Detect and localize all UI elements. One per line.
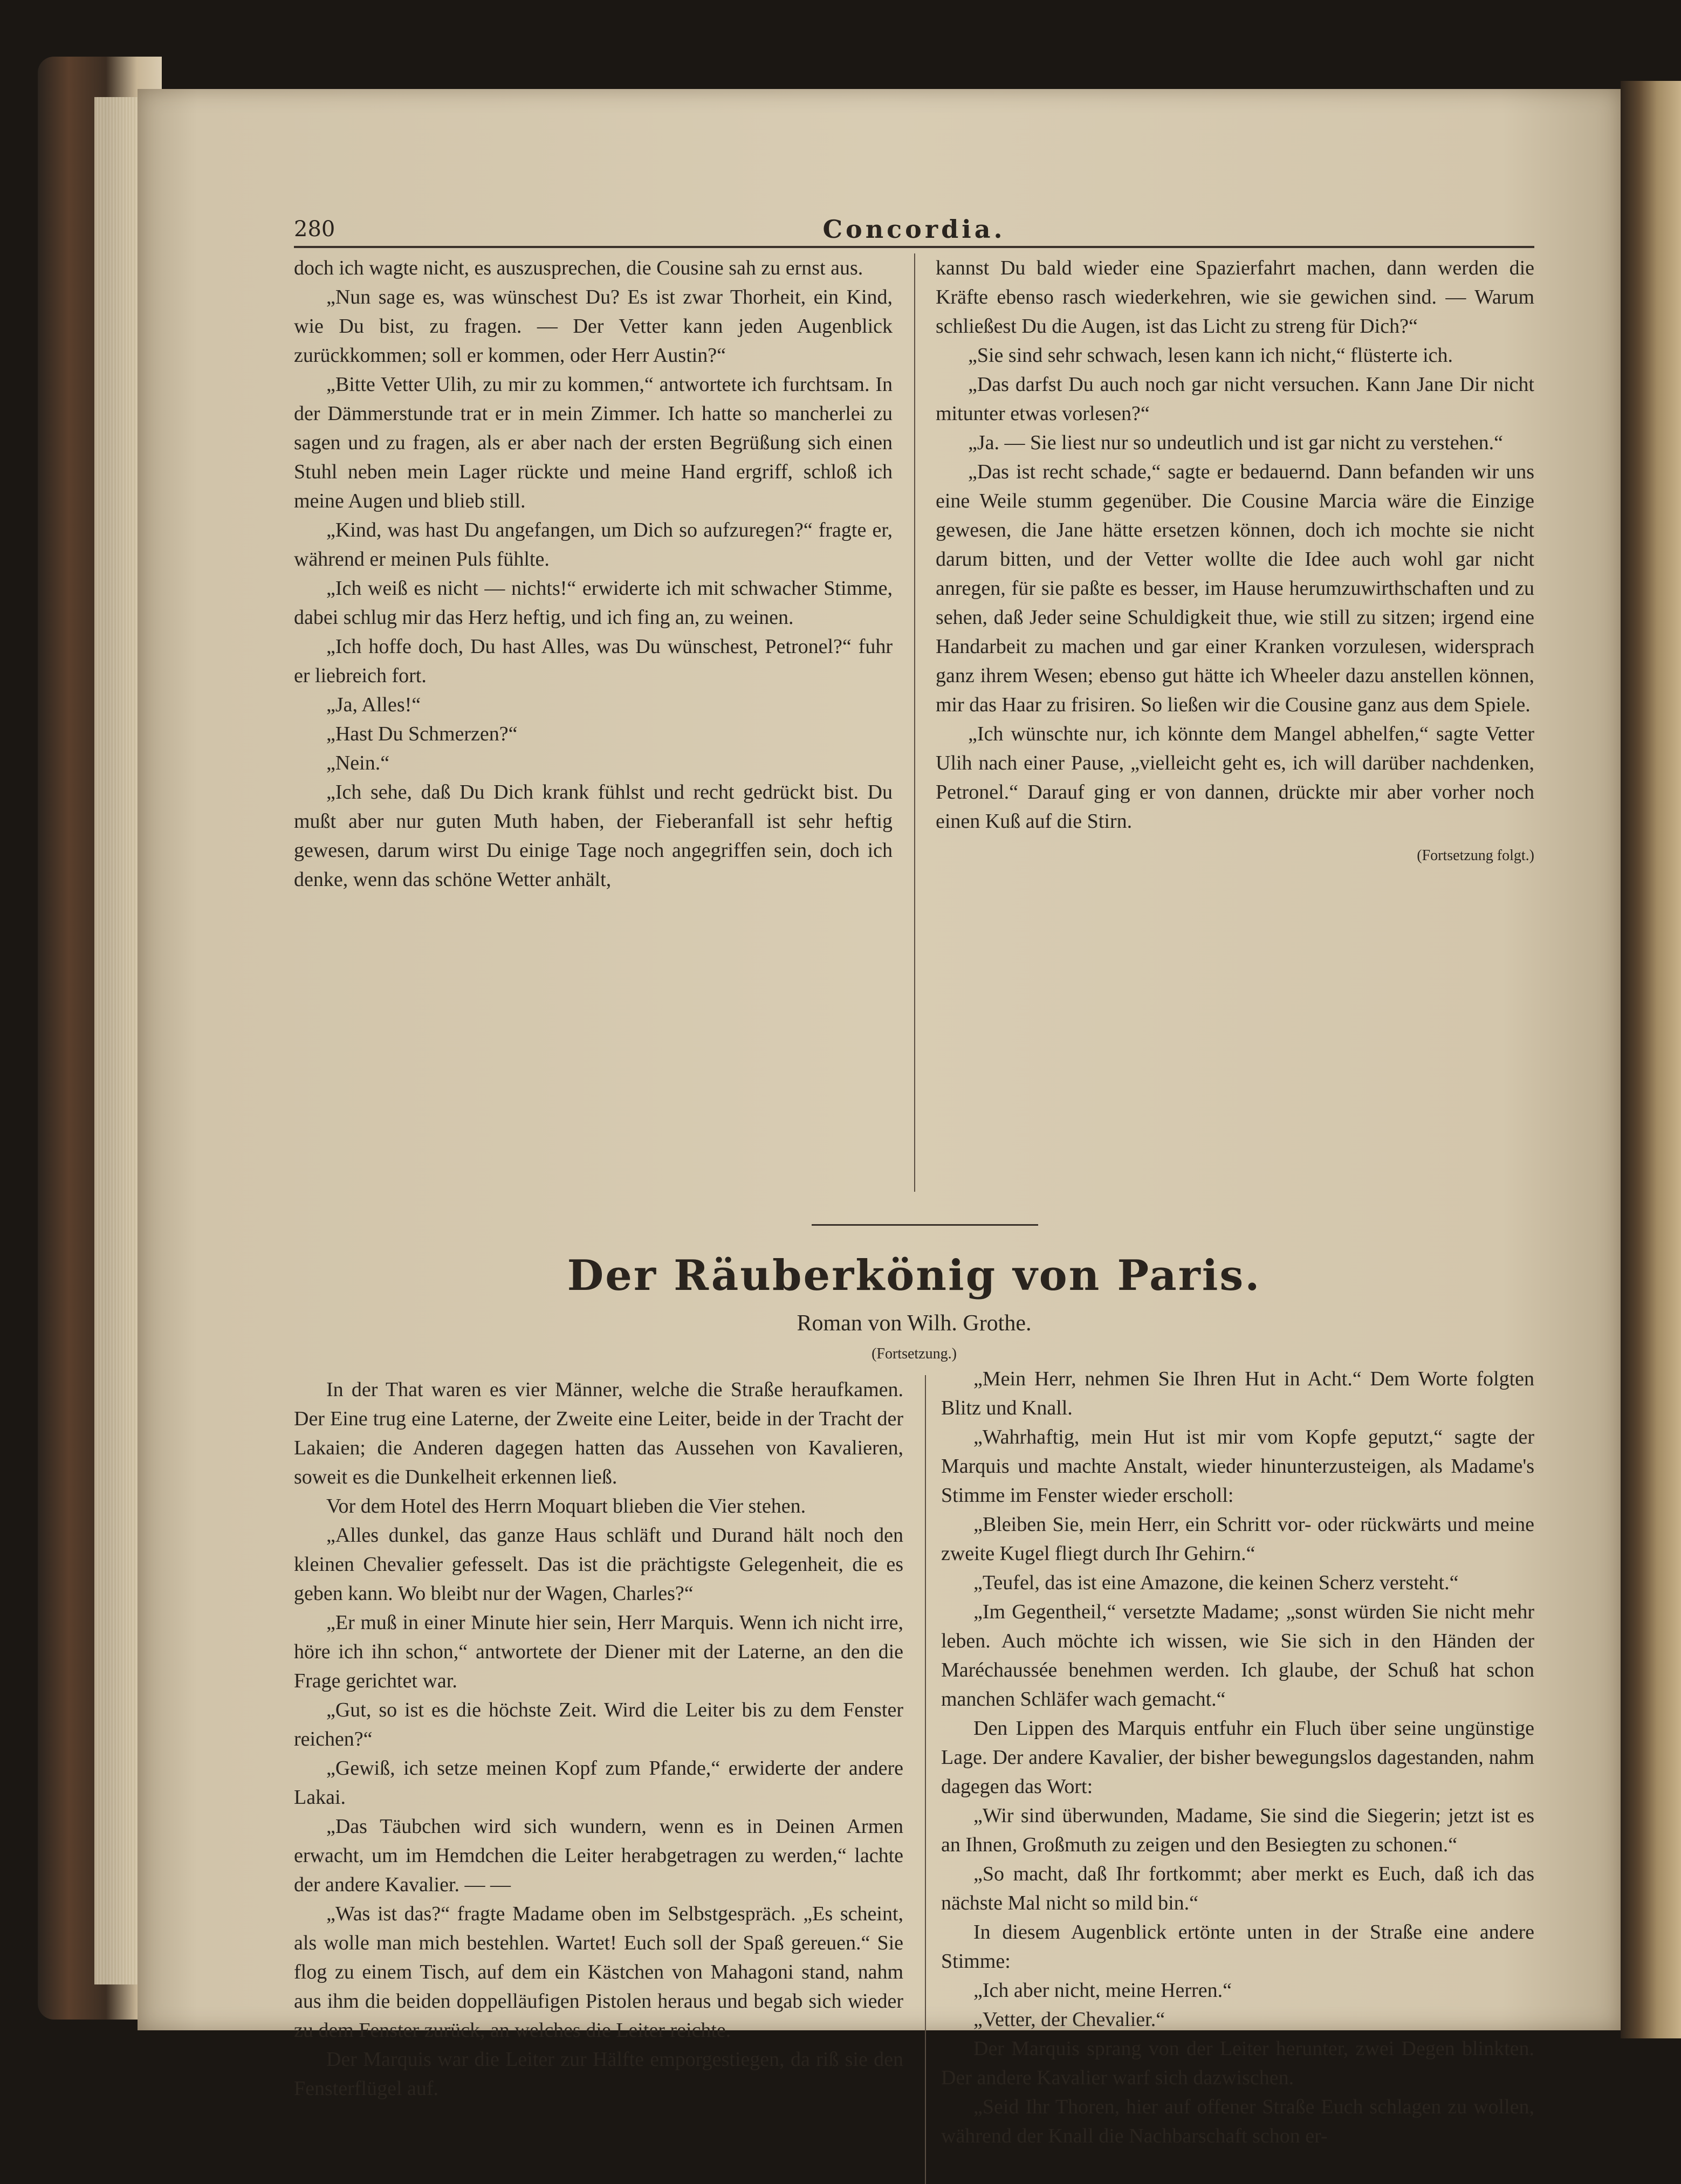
paragraph: „Sie sind sehr schwach, lesen kann ich nicht,“ flüsterte ich. — [968, 344, 1453, 367]
bottom-left-column — [294, 1375, 903, 2103]
paragraph: „Wir sind überwunden, Madame, Sie sind die Siegerin; jetzt ist es an Ihnen, Großmuth zu zeigen und den Besiegten zu schonen.“ — [941, 1804, 1534, 1856]
paragraph: „Ja. — Sie liest nur so undeutlich und ist gar nicht zu verstehen.“ — [968, 431, 1503, 454]
paragraph: „Ich sehe, daß Du Dich krank fühlst und recht gedrückt bist. Du mußt aber nur guten Muth haben, der Fieberanfall ist sehr heftig gewesen, darum wirst Du einige Tage noch angegriffen sein, doch ich denke, wenn das schöne Wetter anhält, — [294, 781, 893, 891]
paragraph: „Ich wünschte nur, ich könnte dem Mangel abhelfen,“ sagte Vetter Ulih nach einer Pause, „vielleicht geht es, ich will darüber nachdenken, Petronel.“ Darauf ging er von dannen, drückte mir aber vorher noch einen Kuß auf die Stirn. — [936, 723, 1534, 833]
paragraph: „Ich hoffe doch, Du hast Alles, was Du wünschest, Petronel?“ fuhr er liebreich fort. — [294, 635, 893, 687]
paragraph: „Er muß in einer Minute hier sein, Herr Marquis. Wenn ich nicht irre, höre ich ihn schon,“ antwortete der Diener mit der Laterne, an den die Frage gerichtet war. — [294, 1611, 903, 1692]
paragraph: „Alles dunkel, das ganze Haus schläft und Durand hält noch den kleinen Chevalier gefesselt. Das ist die prächtigste Gelegenheit, die es geben kann. Wo bleibt nur der Wagen, Charles?“ — [294, 1524, 903, 1605]
bottom-right-column — [941, 1364, 1534, 2151]
paragraph: kannst Du bald wieder eine Spazierfahrt machen, dann werden die Kräfte ebenso rasch wiederkehren, wie sie gewichen sind. — Warum schließest Du die Augen, ist das Licht zu streng für Dich?“ — [936, 257, 1534, 338]
page-content — [294, 210, 1534, 2147]
page-number: 280 — [294, 217, 335, 242]
paragraph: „Wahrhaftig, mein Hut ist mir vom Kopfe geputzt,“ sagte der Marquis und machte Anstalt, wieder hinunterzusteigen, als Madame's Stimme im Fenster wieder erscholl: — [941, 1426, 1534, 1507]
paragraph: „Kind, was hast Du angefangen, um Dich so aufzuregen?“ fragte er, während er meinen Puls fühlte. — [294, 519, 893, 571]
paragraph: „Ich weiß es nicht — nichts!“ erwiderte ich mit schwacher Stimme, dabei schlug mir das Herz heftig, und ich fing an, zu weinen. — [294, 577, 893, 629]
paragraph: „Gewiß, ich setze meinen Kopf zum Pfande,“ erwiderte der andere Lakai. — [294, 1757, 903, 1809]
paragraph: „Seid Ihr Thoren, hier auf offener Straße Euch schlagen zu wollen, während der Knall die Nachbarschaft schon er- — [941, 2096, 1534, 2147]
paragraph: „Das darfst Du auch noch gar nicht versuchen. Kann Jane Dir nicht mitunter etwas vorlesen?“ — [936, 373, 1534, 425]
paragraph: „Teufel, das ist eine Amazone, die keinen Scherz versteht.“ — [973, 1571, 1459, 1594]
top-right-column — [936, 253, 1534, 870]
paragraph: In diesem Augenblick ertönte unten in der Straße eine andere Stimme: — [941, 1921, 1534, 1973]
paragraph: „Bleiben Sie, mein Herr, ein Schritt vor- oder rückwärts und meine zweite Kugel fliegt durch Ihr Gehirn.“ — [941, 1513, 1534, 1565]
column-divider-bottom — [925, 1375, 926, 2184]
paragraph: „Hast Du Schmerzen?“ — [326, 723, 518, 745]
facing-page-edge — [1621, 81, 1681, 2038]
paragraph: Vor dem Hotel des Herrn Moquart blieben die Vier stehen. — [326, 1495, 806, 1517]
running-title: Concordia. — [822, 215, 1006, 244]
top-left-column — [294, 253, 893, 894]
paragraph: „Was ist das?“ fragte Madame oben im Selbstgespräch. „Es scheint, als wolle man mich bestehlen. Wartet! Euch soll der Spaß gereuen.“ Sie flog zu einem Tisch, auf dem ein Kästchen von Mahagoni stand, nahm aus ihm die beiden doppelläufigen Pistolen heraus und begab sich wieder zu dem Fenster zurück, an welches die Leiter reichte. — [294, 1903, 903, 2042]
paragraph: „Im Gegentheil,“ versetzte Madame; „sonst würden Sie nicht mehr leben. Auch möchte ich wissen, wie Sie sich in den Händen der Maréchaussée benehmen werden. Ich glaube, der Schuß hat schon manchen Schläfer wach gemacht.“ — [941, 1601, 1534, 1711]
paragraph: „So macht, daß Ihr fortkommt; aber merkt es Euch, daß ich das nächste Mal nicht so mild bin.“ — [941, 1863, 1534, 1914]
paragraph: „Nein.“ — [326, 752, 390, 774]
continued-note: (Fortsetzung folgt.) — [1417, 847, 1534, 864]
story-subtitle: Roman von Wilh. Grothe. — [797, 1311, 1032, 1336]
paragraph: „Gut, so ist es die höchste Zeit. Wird die Leiter bis zu dem Fenster reichen?“ — [294, 1699, 903, 1750]
paragraph: „Bitte Vetter Ulih, zu mir zu kommen,“ antwortete ich furchtsam. In der Dämmerstunde trat er in mein Zimmer. Ich hatte so mancherlei zu sagen und zu fragen, als er aber nach der ersten Begrüßung sich einen Stuhl neben mein Lager rückte und meine Hand ergriff, schloß ich meine Augen und blieb still. — [294, 373, 893, 512]
paragraph: „Mein Herr, nehmen Sie Ihren Hut in Acht.“ Dem Worte folgten Blitz und Knall. — [941, 1368, 1534, 1419]
paragraph: In der That waren es vier Männer, welche die Straße heraufkamen. Der Eine trug eine Laterne, der Zweite eine Leiter, beide in der Tracht der Lakaien; die Anderen dagegen hatten das Aussehen von Kavalieren, soweit es die Dunkelheit erkennen ließ. — [294, 1378, 903, 1488]
paragraph: „Ja, Alles!“ — [326, 693, 421, 716]
paragraph: Der Marquis sprang von der Leiter herunter, zwei Degen blinkten. Der andere Kavalier warf sich dazwischen. — [941, 2037, 1534, 2089]
paragraph: „Nun sage es, was wünschest Du? Es ist zwar Thorheit, ein Kind, wie Du bist, zu fragen. — Der Vetter kann jeden Augenblick zurückkommen; soll er kommen, oder Herr Austin?“ — [294, 286, 893, 367]
column-divider-top — [914, 253, 915, 1192]
section-rule — [812, 1224, 1038, 1226]
page-header — [294, 210, 1534, 248]
story-continuation-note: (Fortsetzung.) — [872, 1345, 957, 1362]
paragraph: „Ich aber nicht, meine Herren.“ — [973, 1979, 1232, 2002]
paragraph: Den Lippen des Marquis entfuhr ein Fluch über seine ungünstige Lage. Der andere Kavalier, der bisher bewegungslos dagestanden, nahm dagegen das Wort: — [941, 1717, 1534, 1798]
header-rule — [294, 246, 1534, 248]
paragraph: „Das Täubchen wird sich wundern, wenn es in Deinen Armen erwacht, um im Hemdchen die Leiter herabgetragen zu werden,“ lachte der andere Kavalier. — — — [294, 1815, 903, 1896]
story-title: Der Räuberkönig von Paris. — [567, 1251, 1261, 1300]
paragraph: „Vetter, der Chevalier.“ — [973, 2008, 1165, 2031]
paragraph: Der Marquis war die Leiter zur Hälfte emporgestiegen, da riß sie den Fensterflügel auf. — [294, 2048, 903, 2100]
paragraph: doch ich wagte nicht, es auszusprechen, die Cousine sah zu ernst aus. — [294, 257, 863, 279]
paragraph: „Das ist recht schade,“ sagte er bedauernd. Dann befanden wir uns eine Weile stumm gegenüber. Die Cousine Marcia wäre die Einzige gewesen, die Jane hätte ersetzen können, doch ich mochte sie nicht darum bitten, und der Vetter wollte die Idee auch wohl gar nicht anregen, für sie paßte es besser, im Hause herumzuwirthschaften und zu sehen, daß Jeder seine Schuldigkeit thue, wie still zu sitzen; irgend eine Handarbeit zu machen und gar einer Kranken vorzulesen, widersprach ganz ihrem Wesen; ebenso gut hätte ich Wheeler dazu anstellen können, mir das Haar zu frisiren. So ließen wir die Cousine ganz aus dem Spiele. — [936, 461, 1534, 716]
